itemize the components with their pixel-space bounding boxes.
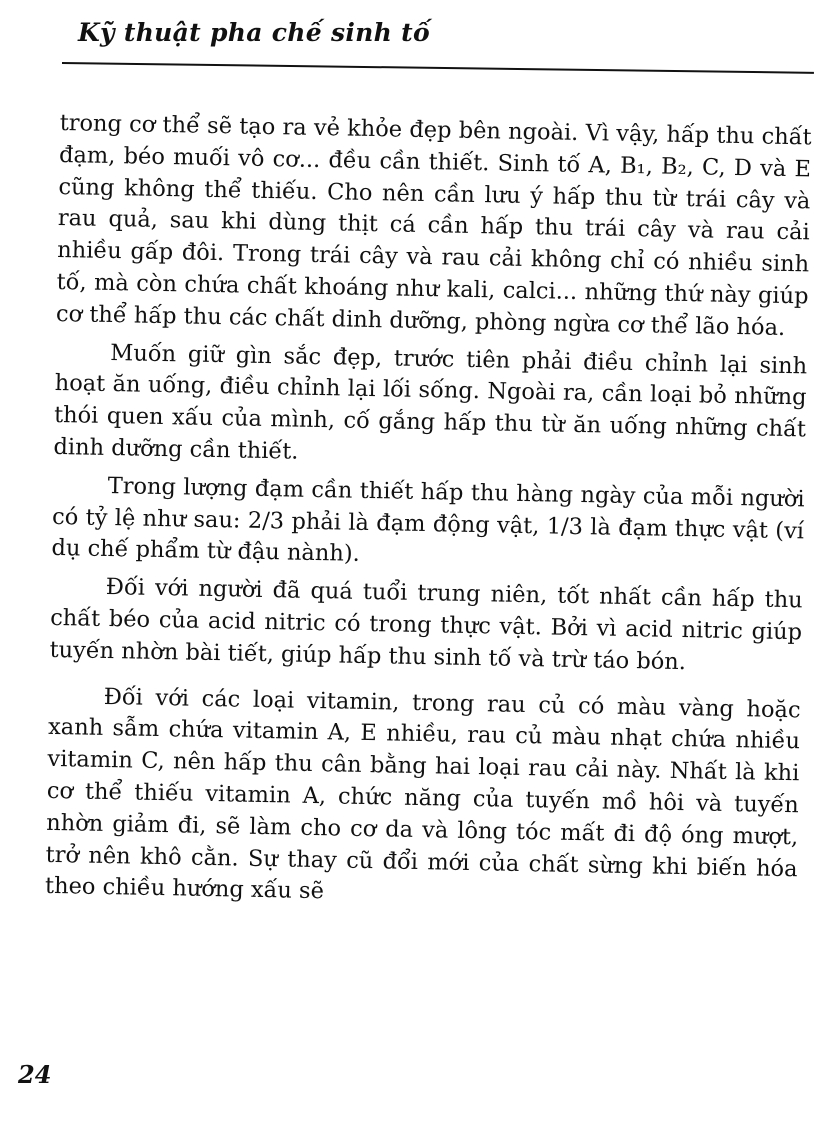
header-rule — [62, 62, 814, 74]
paragraph-4: Đối với người đã quá tuổi trung niên, tốt nhất cần hấp thu chất béo của acid nitric có trong thực vật. Bởi vì acid nitric giúp tuyến nhờn bài tiết, giúp hấp thu sinh tố và trừ táo bón. — [49, 574, 803, 675]
paragraph-1: trong cơ thể sẽ tạo ra vẻ khỏe đẹp bên ngoài. Vì vậy, hấp thu chất đạm, béo muối vô cơ... đều cần thiết. Sinh tố A, B₁, B₂, C, D và E cũng không thể thiếu. Cho nên cần lưu ý hấp thu từ trái cây và rau quả, sau khi dùng thịt cá cần hấp thu trái cây và rau cải nhiều gấp đôi. Trong trái cây và rau cải không chỉ có nhiều sinh tố, mà còn chứa chất khoáng như kali, calci... những thứ này giúp cơ thể hấp thu các chất dinh dưỡng, phòng ngừa cơ thể lão hóa. — [55, 109, 812, 341]
paragraph-5: Đối với các loại vitamin, trong rau củ có màu vàng hoặc xanh sẫm chứa vitamin A, E nhiều, rau củ màu nhạt chứa nhiều vitamin C, nên hấp thu cân bằng hai loại rau cải này. Nhất là khi cơ thể thiếu vitamin A, chức năng của tuyến mồ hôi và tuyến nhờn giảm đi, sẽ làm cho cơ da và lông tóc mất đi độ óng mượt, trở nên khô cằn. Sự thay cũ đổi mới của chất sừng khi biến hóa theo chiều hướng xấu sẽ — [44, 683, 801, 905]
body-text — [45, 108, 812, 917]
running-header-title: Kỹ thuật pha chế sinh tố — [78, 18, 430, 47]
page-number: 24 — [18, 1060, 52, 1089]
paragraph-2: Muốn giữ gìn sắc đẹp, trước tiên phải điều chỉnh lại sinh hoạt ăn uống, điều chỉnh lại lối sống. Ngoài ra, cần loại bỏ những thói quen xấu của mình, cố gắng hấp thu từ ăn uống những chất dinh dưỡng cần thiết. — [53, 339, 808, 465]
paragraph-3: Trong lượng đạm cần thiết hấp thu hàng ngày của mỗi người có tỷ lệ như sau: 2/3 phải là đạm động vật, 1/3 là đạm thực vật (ví dụ chế phẩm từ đậu nành). — [51, 472, 805, 568]
